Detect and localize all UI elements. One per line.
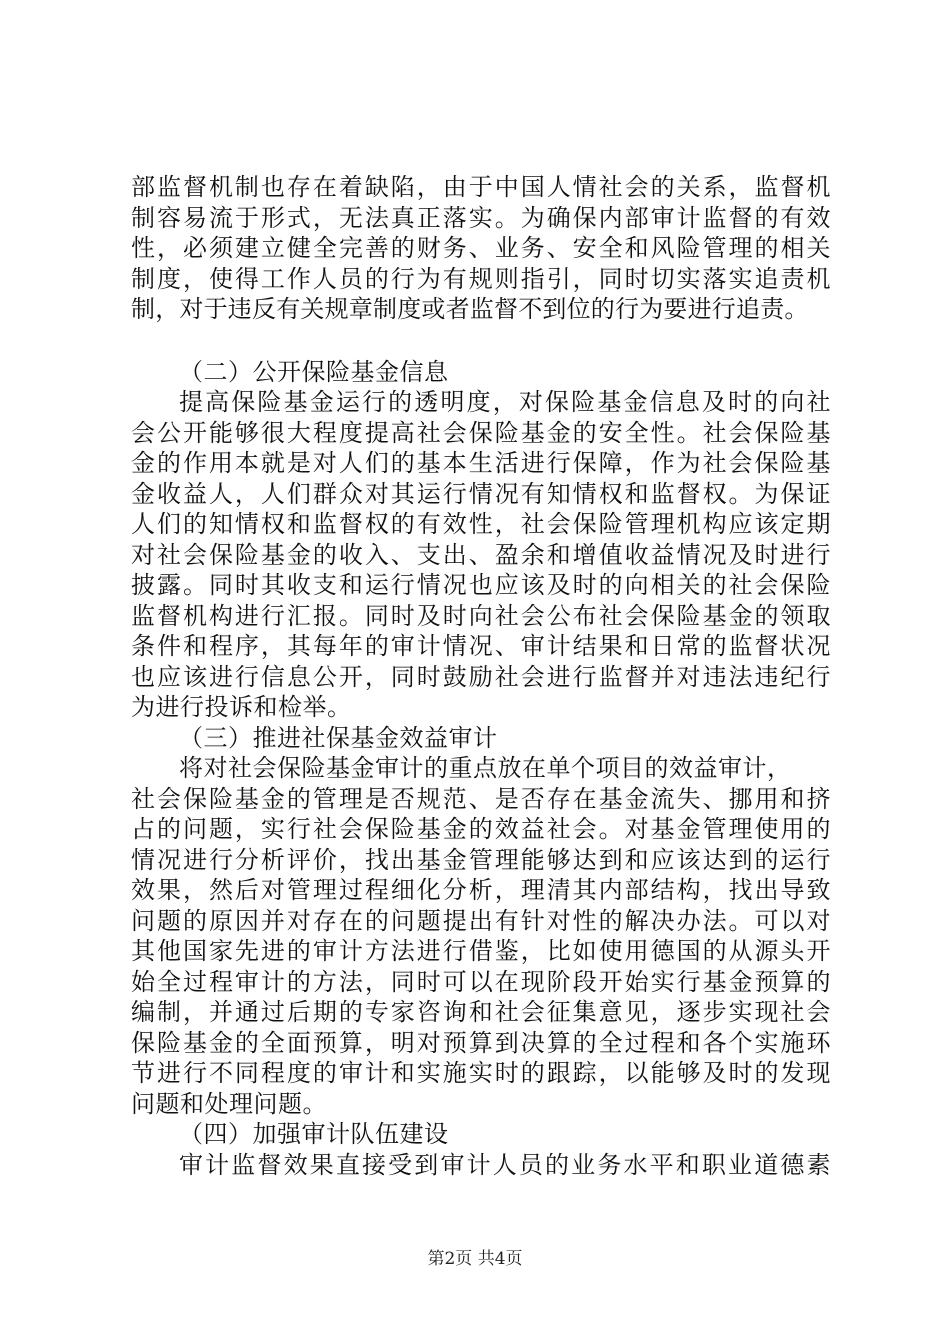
paragraph-line: 始全过程审计的方法，同时可以在现阶段开始实行基金预算的 — [131, 967, 831, 996]
paragraph-line: 金的作用本就是对人们的基本生活进行保障，作为社会保险基 — [131, 449, 831, 477]
page-number-footer: 第2页 共4页 — [427, 1249, 523, 1269]
paragraph-line: 监督机构进行汇报。同时及时向社会公布社会保险基金的领取 — [131, 601, 831, 630]
section-heading: （四）加强审计队伍建设 — [179, 1120, 449, 1148]
paragraph-line: 会公开能够很大程度提高社会保险基金的安全性。社会保险基 — [131, 418, 831, 447]
paragraph-line: 制，对于违反有关规章制度或者监督不到位的行为要进行追责。 — [131, 295, 809, 323]
paragraph-line: 效果，然后对管理过程细化分析，理清其内部结构，找出导致 — [131, 876, 831, 904]
paragraph-line: 问题和处理问题。 — [131, 1089, 327, 1118]
paragraph-line: 为进行投诉和检举。 — [131, 693, 352, 721]
paragraph-gap — [131, 325, 831, 357]
paragraph-line: 社会保险基金的管理是否规范、是否存在基金流失、挪用和挤 — [131, 784, 831, 813]
paragraph-line: 披露。同时其收支和运行情况也应该及时的向相关的社会保险 — [131, 571, 831, 599]
section-heading: （二）公开保险基金信息 — [179, 357, 449, 386]
paragraph-line: 金收益人，人们群众对其运行情况有知情权和监督权。为保证 — [131, 479, 831, 508]
paragraph-line: 制容易流于形式，无法真正落实。为确保内部审计监督的有效 — [131, 203, 831, 232]
paragraph-line: 部监督机制也存在着缺陷，由于中国人情社会的关系，监督机 — [131, 173, 831, 201]
paragraph-line: 保险基金的全面预算，明对预算到决算的全过程和各个实施环 — [131, 1028, 831, 1057]
paragraph-line: 节进行不同程度的审计和实施实时的跟踪，以能够及时的发现 — [131, 1059, 831, 1087]
paragraph-line: 条件和程序，其每年的审计情况、审计结果和日常的监督状况 — [131, 632, 831, 660]
paragraph-line: 编制，并通过后期的专家咨询和社会征集意见，逐步实现社会 — [131, 998, 831, 1026]
paragraph-line: 对社会保险基金的收入、支出、盈余和增值收益情况及时进行 — [131, 540, 831, 569]
section-heading: （三）推进社保基金效益审计 — [179, 723, 498, 752]
paragraph-line: 审计监督效果直接受到审计人员的业务水平和职业道德素 — [179, 1150, 831, 1179]
paragraph-line: 提高保险基金运行的透明度，对保险基金信息及时的向社 — [179, 388, 831, 416]
paragraph-line: 占的问题，实行社会保险基金的效益社会。对基金管理使用的 — [131, 815, 831, 843]
document-body — [131, 172, 831, 1180]
paragraph-line: 将对社会保险基金审计的重点放在单个项目的效益审计， — [179, 754, 792, 782]
paragraph-line: 也应该进行信息公开，同时鼓励社会进行监督并对违法违纪行 — [131, 662, 831, 691]
paragraph-line: 问题的原因并对存在的问题提出有针对性的解决办法。可以对 — [131, 906, 831, 935]
paragraph-line: 人们的知情权和监督权的有效性，社会保险管理机构应该定期 — [131, 510, 831, 538]
paragraph-line: 情况进行分析评价，找出基金管理能够达到和应该达到的运行 — [131, 845, 831, 874]
paragraph-line: 制度，使得工作人员的行为有规则指引，同时切实落实追责机 — [131, 264, 831, 293]
paragraph-line: 性，必须建立健全完善的财务、业务、安全和风险管理的相关 — [131, 234, 831, 262]
paragraph-line: 其他国家先进的审计方法进行借鉴，比如使用德国的从源头开 — [131, 937, 831, 965]
